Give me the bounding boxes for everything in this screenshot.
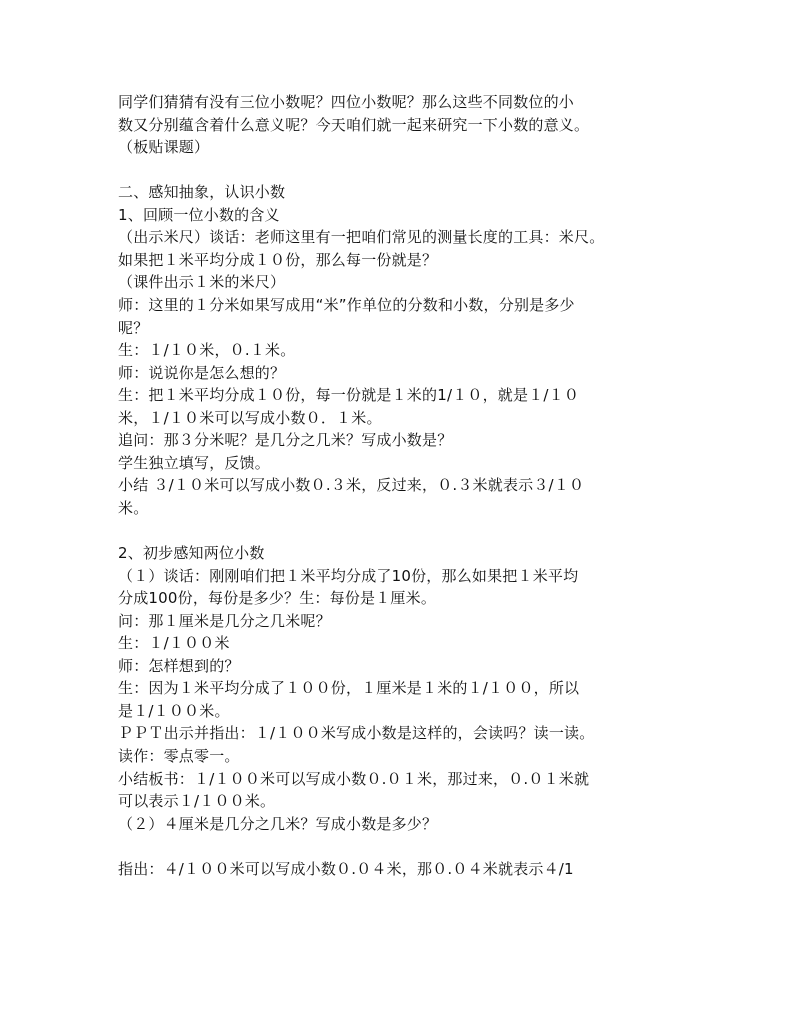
text-line: 问：那１厘米是几分之几米呢？: [118, 611, 331, 630]
text-line: （１）谈话：刚刚咱们把１米平均分成了10份，那么如果把１米平均: [118, 566, 579, 585]
text-line: 2、初步感知两位小数: [118, 544, 265, 562]
text-line: 读作：零点零一。: [118, 746, 240, 765]
text-line: 数又分别蕴含着什么意义呢？今天咱们就一起来研究一下小数的意义。: [118, 115, 590, 134]
text-line: 如果把１米平均分成１０份，那么每一份就是？: [118, 250, 438, 269]
text-line: 是１/１００米。: [118, 701, 230, 720]
text-line: 1、回顾一位小数的含义: [118, 205, 280, 224]
text-line: 生：１/１０米，０.１米。: [118, 341, 296, 360]
text-line: 同学们猜猜有没有三位小数呢？四位小数呢？那么这些不同数位的小: [118, 93, 575, 111]
text-line: （课件出示１米的米尺）: [118, 273, 286, 292]
text-line: 生：１/１００米: [118, 634, 230, 653]
text-line: ＰＰＴ出示并指出：１/１００米写成小数是这样的，会读吗？读一读。: [118, 724, 595, 743]
text-line: 师：怎样想到的？: [118, 656, 240, 675]
text-line: 小结 ３/１０米可以写成小数０.３米，反过来，０.３米就表示３/１０: [118, 476, 585, 495]
text-line: 学生独立填写，反馈。: [118, 453, 271, 472]
text-line: 师：说说你是怎么想的？: [118, 363, 286, 382]
text-line: 指出：４/１００米可以写成小数０.０４米，那０.０４米就表示４/1: [118, 859, 574, 878]
text-line: 小结板书：１/１００米可以写成小数０.０１米，那过来，０.０１米就: [118, 769, 590, 788]
text-line: （２）４厘米是几分之几米？写成小数是多少？: [118, 814, 438, 833]
text-line: 呢？: [118, 318, 149, 337]
text-line: （出示米尺）谈话：老师这里有一把咱们常见的测量长度的工具：米尺。: [118, 228, 605, 247]
text-line: 生：把１米平均分成１０份，每一份就是１米的1/１０，就是１/１０: [118, 386, 580, 405]
text-line: 生：因为１米平均分成了１００份，１厘米是１米的１/１００，所以: [118, 679, 580, 698]
text-line: 可以表示１/１００米。: [118, 792, 276, 811]
text-line: 米，１/１０米可以写成小数０．１米。: [118, 408, 382, 427]
text-line: 师：这里的１分米如果写成用“米”作单位的分数和小数，分别是多少: [118, 295, 575, 314]
text-line: （板贴课题）: [118, 138, 210, 157]
text-line: 米。: [118, 498, 149, 517]
text-line: 分成100份，每份是多少？生：每份是１厘米。: [118, 589, 437, 608]
text-line: 二、感知抽象，认识小数: [118, 183, 286, 202]
text-line: 追问：那３分米呢？是几分之几米？写成小数是？: [118, 431, 453, 450]
